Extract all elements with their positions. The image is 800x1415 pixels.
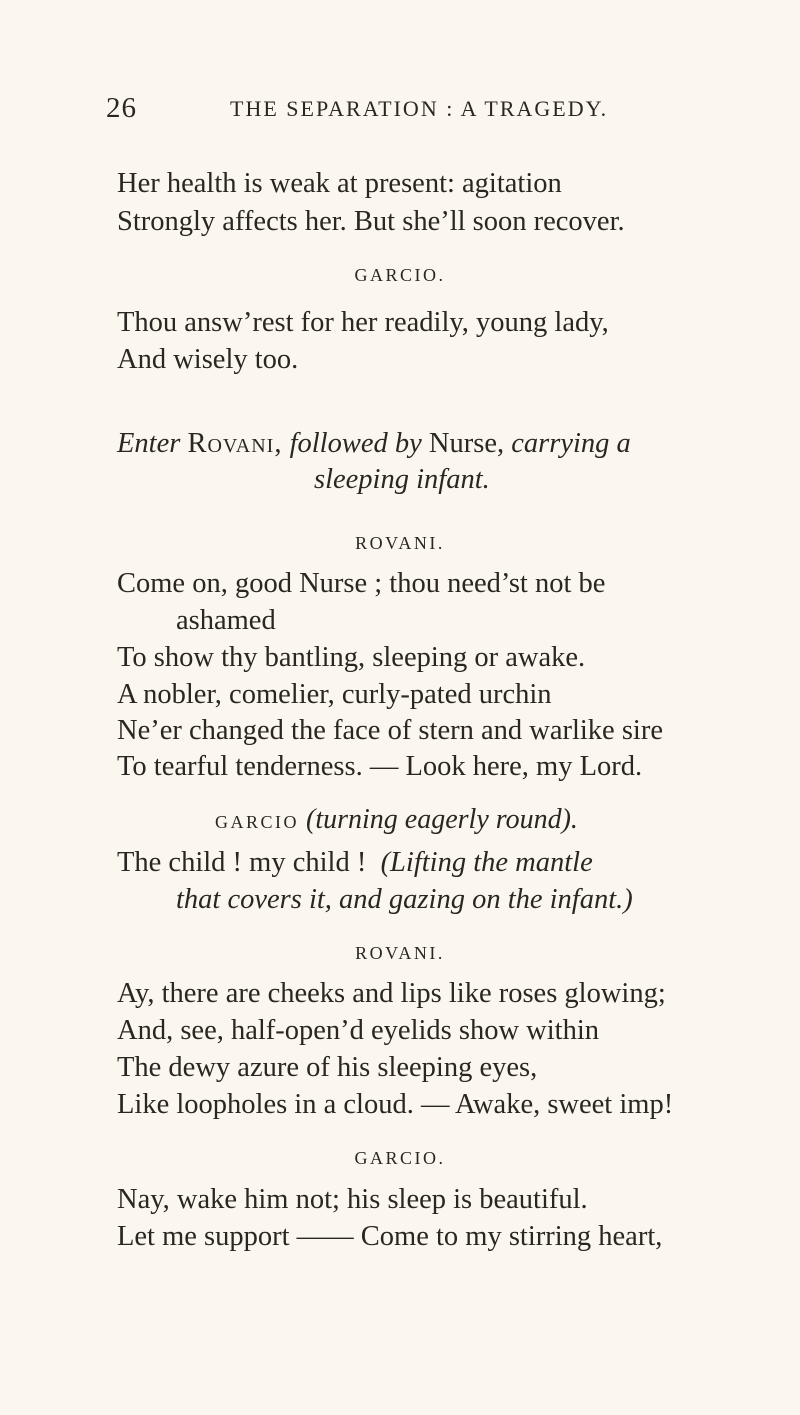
verse-line	[117, 845, 593, 881]
speaker-name: ROVANI.	[355, 943, 445, 963]
speaker-name: GARCIO.	[354, 1148, 446, 1168]
stage-direction-text: (turning eagerly round).	[306, 804, 578, 835]
verse-line: And, see, half-open’d eyelids show within	[117, 1015, 600, 1046]
stage-direction-text: that covers it, and gazing on the infant.)	[176, 884, 633, 915]
speaker-heading	[215, 804, 578, 835]
verse-line: A nobler, comelier, curly-pated urchin	[117, 679, 552, 710]
stage-direction-text: sleeping infant.	[314, 464, 490, 495]
verse-line: To tearful tenderness. — Look here, my Lord.	[117, 751, 643, 782]
verse-line: To show thy bantling, sleeping or awake.	[117, 642, 586, 673]
character-name: Nurse,	[428, 428, 505, 459]
verse-text: The child ! my child !	[117, 847, 367, 878]
verse-line: Come on, good Nurse ; thou need’st not be	[117, 568, 606, 599]
verse-line: Thou answ’rest for her readily, young lady,	[117, 307, 609, 338]
speaker-name: GARCIO	[215, 812, 300, 832]
verse-line: Nay, wake him not; his sleep is beautiful.	[117, 1184, 588, 1215]
verse-line: Let me support —— Come to my stirring heart,	[117, 1221, 663, 1252]
speaker-name: GARCIO.	[354, 265, 446, 285]
stage-direction-text: Enter	[117, 428, 181, 459]
page-header	[0, 92, 800, 132]
stage-direction-line	[314, 462, 490, 498]
running-title: THE SEPARATION : A TRAGEDY.	[230, 96, 609, 121]
speaker-name: ROVANI.	[355, 533, 445, 553]
stage-direction-text: (Lifting the mantle	[380, 847, 593, 878]
page-number: 26	[106, 92, 137, 124]
verse-line: Ne’er changed the face of stern and warlike sire	[117, 715, 663, 746]
verse-line: The dewy azure of his sleeping eyes,	[117, 1052, 538, 1083]
verse-line: Her health is weak at present: agitation	[117, 168, 562, 199]
verse-line: ashamed	[176, 605, 276, 636]
stage-direction-text: carrying a	[511, 428, 631, 459]
verse-line: And wisely too.	[117, 344, 299, 375]
stage-direction-line	[117, 426, 631, 462]
character-name: Rovani,	[187, 428, 283, 459]
verse-line: Strongly affects her. But she’ll soon recover.	[117, 206, 625, 237]
stage-direction-text: followed by	[289, 428, 422, 459]
stage-direction-line	[176, 882, 633, 918]
verse-line: Ay, there are cheeks and lips like roses glowing;	[117, 978, 666, 1009]
verse-line: Like loopholes in a cloud. — Awake, sweet imp!	[117, 1089, 674, 1120]
